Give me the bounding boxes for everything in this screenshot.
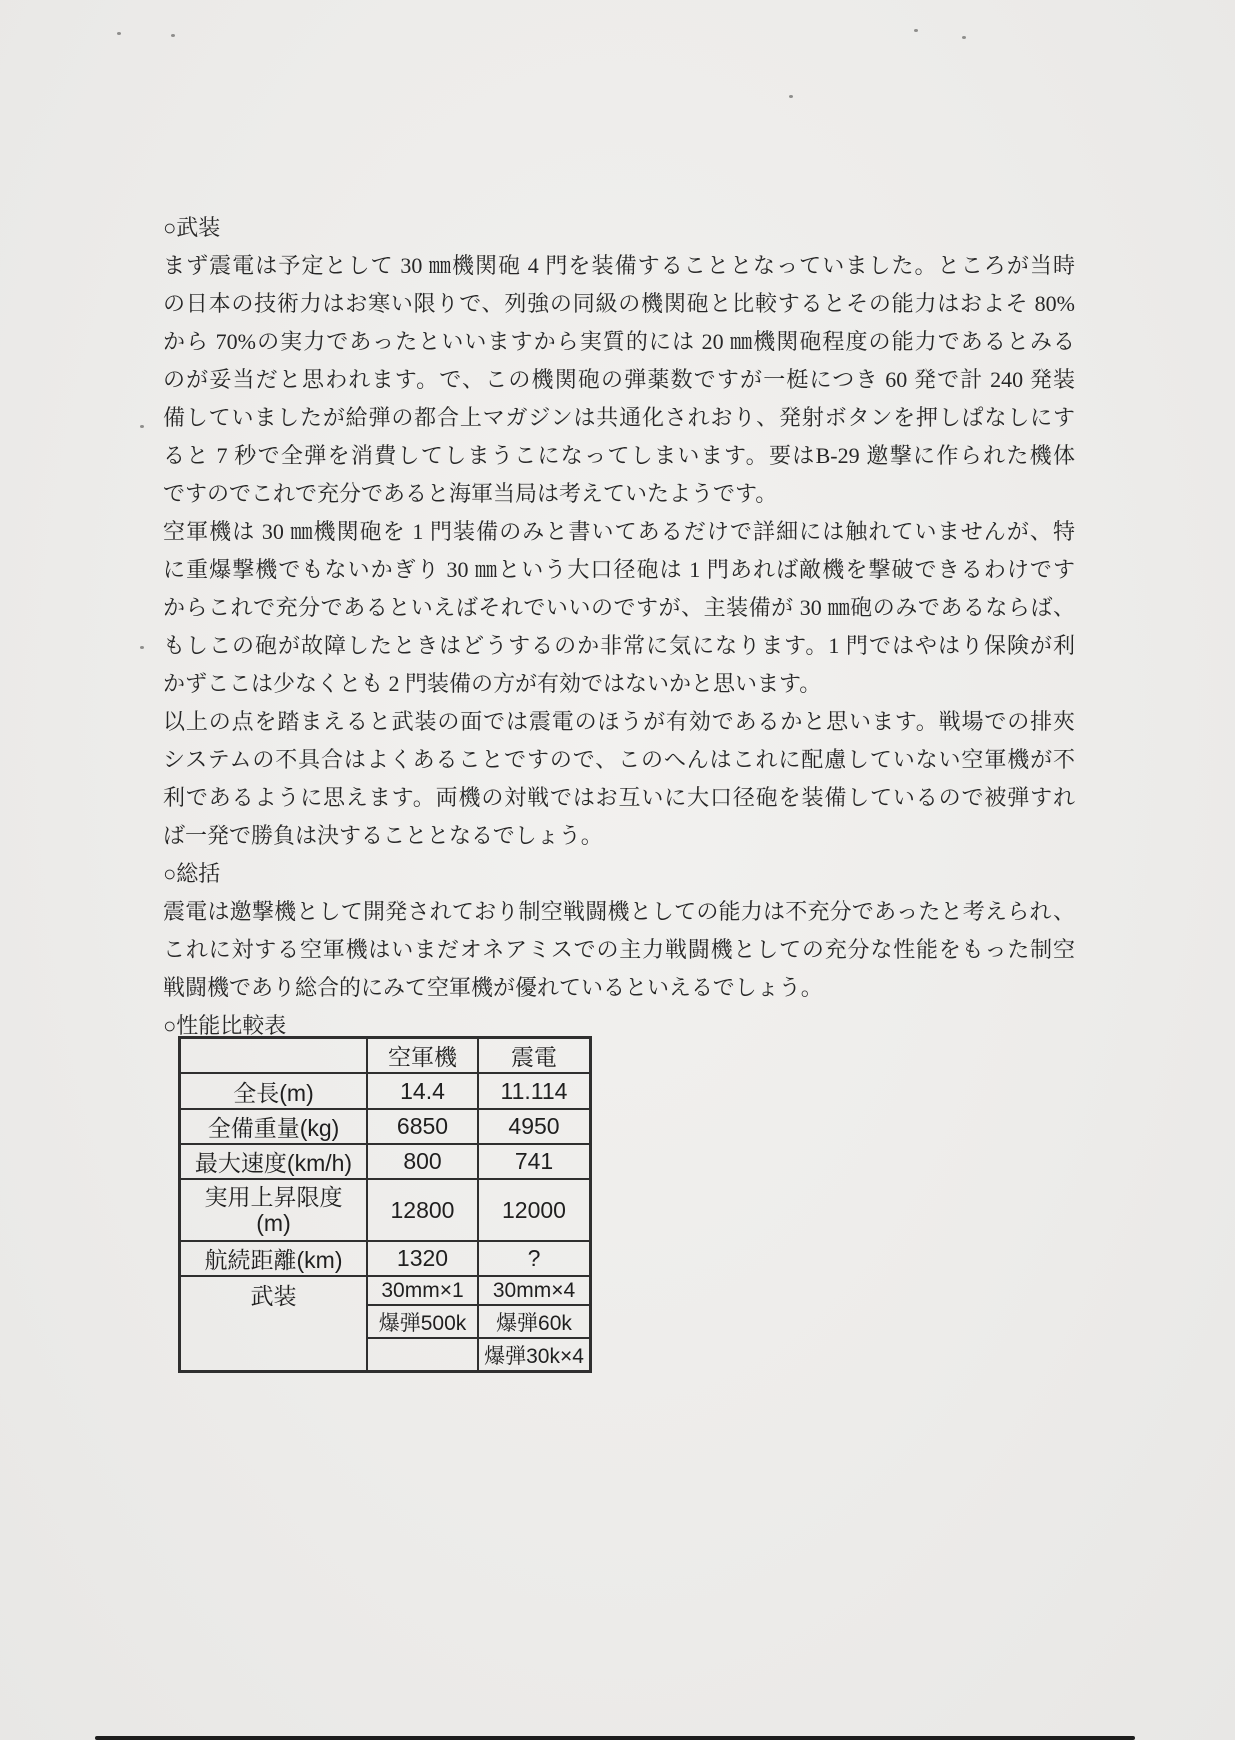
cell-value: 1320 (367, 1241, 478, 1276)
cell-value: 爆弾30k×4 (478, 1338, 591, 1372)
row-label-armament: 武装 (180, 1276, 368, 1372)
cell-value: 800 (367, 1144, 478, 1179)
row-label: 航続距離(km) (180, 1241, 368, 1276)
text-line: 備していましたが給弾の都合上マガジンは共通化されおり、発射ボタンを押しぱなしにす (163, 405, 1075, 430)
corner-cell (180, 1038, 368, 1074)
text-line: まず震電は予定として 30 ㎜機関砲 4 門を装備することとなっていました。ところが当時 (163, 253, 1075, 278)
text-line: もしこの砲が故障したときはどうするのか非常に気になります。1 門ではやはり保険が利 (163, 633, 1075, 658)
scan-speck (962, 36, 966, 39)
table-row (180, 1073, 591, 1109)
cell-value (367, 1338, 478, 1372)
scan-speck (914, 29, 918, 32)
scan-speck (171, 34, 175, 37)
scan-speck (117, 32, 121, 35)
column-header: 空軍機 (367, 1038, 478, 1074)
cell-value: 12800 (367, 1179, 478, 1241)
row-label: 全備重量(kg) (180, 1109, 368, 1144)
cell-line: 実用上昇限度 (204, 1184, 343, 1210)
table-row (180, 1241, 591, 1276)
cell-value: 12000 (478, 1179, 591, 1241)
text-line: これに対する空軍機はいまだオネアミスでの主力戦闘機としての充分な性能をもった制空 (163, 937, 1075, 962)
text-line: ば一発で勝負は決することとなるでしょう。 (163, 823, 603, 848)
column-header: 震電 (478, 1038, 591, 1074)
cell-value: 741 (478, 1144, 591, 1179)
spec-comparison-table (178, 1036, 592, 1373)
scan-speck (789, 95, 793, 98)
text-line: ○総括 (163, 861, 221, 886)
scan-speck (140, 646, 144, 649)
cell-value: 30mm×1 (367, 1276, 478, 1305)
table-row-armament (180, 1276, 591, 1305)
cell-value: ? (478, 1241, 591, 1276)
table-row (180, 1109, 591, 1144)
cell-value: 爆弾500k (367, 1305, 478, 1338)
cell-line: (m) (256, 1210, 291, 1236)
table-row (180, 1179, 591, 1241)
text-line: ○性能比較表 (163, 1013, 287, 1038)
cell-value: 11.114 (478, 1073, 591, 1109)
text-line: から 70%の実力であったといいますから実質的には 20 ㎜機関砲程度の能力であるとみる (163, 329, 1075, 354)
cell-value: 4950 (478, 1109, 591, 1144)
text-line: ると 7 秒で全弾を消費してしまうこになってしまいます。要はB-29 邀撃に作られた機体 (163, 443, 1075, 468)
row-label (180, 1179, 368, 1241)
text-line: に重爆撃機でもないかぎり 30 ㎜という大口径砲は 1 門あれば敵機を撃破できるわけです (163, 557, 1075, 582)
text-line: ○武装 (163, 215, 221, 240)
text-line: からこれで充分であるといえばそれでいいのですが、主装備が 30 ㎜砲のみであるならば、 (163, 595, 1075, 620)
text-line: かずここは少なくとも 2 門装備の方が有効ではないかと思います。 (163, 671, 822, 696)
text-line: 空軍機は 30 ㎜機関砲を 1 門装備のみと書いてあるだけで詳細には触れていませんが、特 (163, 519, 1075, 544)
row-label: 最大速度(km/h) (180, 1144, 368, 1179)
row-label: 全長(m) (180, 1073, 368, 1109)
cell-value: 6850 (367, 1109, 478, 1144)
scan-speck (140, 425, 144, 428)
cell-value: 14.4 (367, 1073, 478, 1109)
text-line: の日本の技術力はお寒い限りで、列強の同級の機関砲と比較するとその能力はおよそ 80% (163, 291, 1075, 316)
table-header-row (180, 1038, 591, 1074)
table-row (180, 1144, 591, 1179)
text-line: 以上の点を踏まえると武装の面では震電のほうが有効であるかと思います。戦場での排夾 (163, 709, 1075, 734)
cell-value: 爆弾60k (478, 1305, 591, 1338)
text-line: のが妥当だと思われます。で、この機関砲の弾薬数ですが一梃につき 60 発で計 240 発装 (163, 367, 1075, 392)
text-line: ですのでこれで充分であると海軍当局は考えていたようです。 (163, 481, 778, 506)
body-text (163, 209, 1075, 1045)
text-line: 震電は邀撃機として開発されており制空戦闘機としての能力は不充分であったと考えられ、 (163, 899, 1075, 924)
text-line: システムの不具合はよくあることですので、このへんはこれに配慮していない空軍機が不 (163, 747, 1075, 772)
text-line: 利であるように思えます。両機の対戦ではお互いに大口径砲を装備しているので被弾すれ (163, 785, 1075, 810)
cell-value: 30mm×4 (478, 1276, 591, 1305)
text-line: 戦闘機であり総合的にみて空軍機が優れているといえるでしょう。 (163, 975, 823, 1000)
scan-edge-artifact (95, 1736, 1135, 1740)
